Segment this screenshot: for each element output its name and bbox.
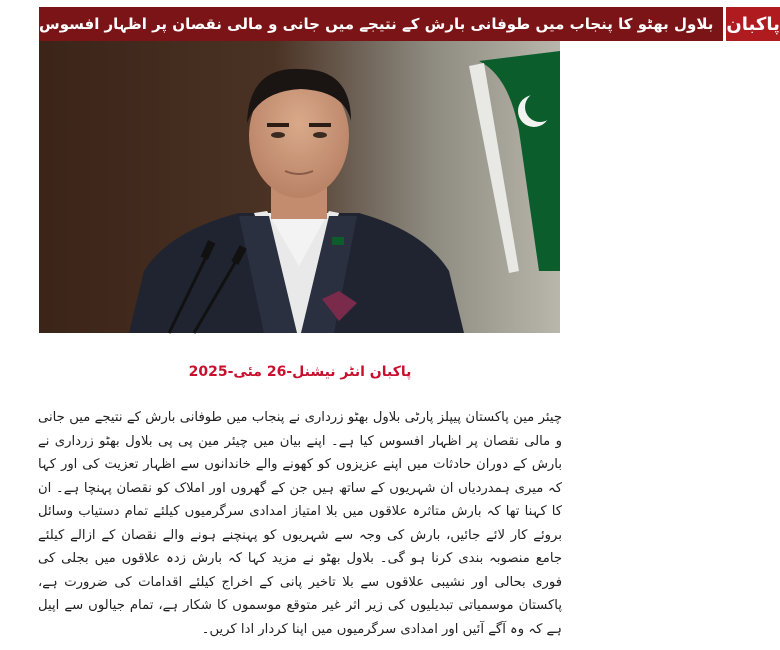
news-photo [39, 41, 560, 333]
article-body: چیئر مین پاکستان پیپلز پارٹی بلاول بھٹو زرداری نے پنجاب میں طوفانی بارش کے نتیجے میں جانی و مالی نقصان پر اظہار افسوس کیا ہے۔ اپنے بیان میں چیئر مین پی پی بلاول بھٹو زرداری نے بارش کے دوران حادثات میں اپنے عزیزوں کو کھونے والے خاندانوں سے اظہار تعزیت کی اور کہا کہ میری ہمدردیاں ان شہریوں کے ساتھ ہیں جن کے گھروں اور املاک کو نقصان پہنچا ہے۔ ان کا کہنا تھا کہ بارش متاثرہ علاقوں میں بلا امتیاز امدادی سرگرمیوں کیلئے تمام دستیاب وسائل بروئے کار لائے جائیں، بارش کی وجہ سے شہریوں کو پہنچنے ہونے والے نقصان کے ازالے کیلئے جامع منصوبہ بندی کرنا ہو گی۔ بلاول بھٹو نے مزید کہا کہ بارش زدہ علاقوں میں بجلی کی فوری بحالی اور نشیبی علاقوں سے بلا تاخیر پانی کے اخراج کیلئے اقدامات کی ضرورت ہے، پاکستان موسمیاتی تبدیلیوں کی زیر اثر غیر متوقع موسموں کا شکار ہے، تمام جیالوں سے اپیل ہے کہ وہ آگے آئیں اور امدادی سرگرمیوں میں اپنا کردار ادا کریں۔ [38, 410, 562, 637]
dateline: پاکبان انٹر نیشنل-26 مئی-2025 [188, 364, 412, 380]
brand-logo: پاکبان [723, 7, 779, 41]
headline: بلاول بھٹو کا پنجاب میں طوفانی بارش کے نتیجے میں جانی و مالی نقصان پر اظہار افسوس [39, 7, 723, 41]
speaker-photo [39, 41, 560, 333]
header-bar [39, 7, 780, 41]
